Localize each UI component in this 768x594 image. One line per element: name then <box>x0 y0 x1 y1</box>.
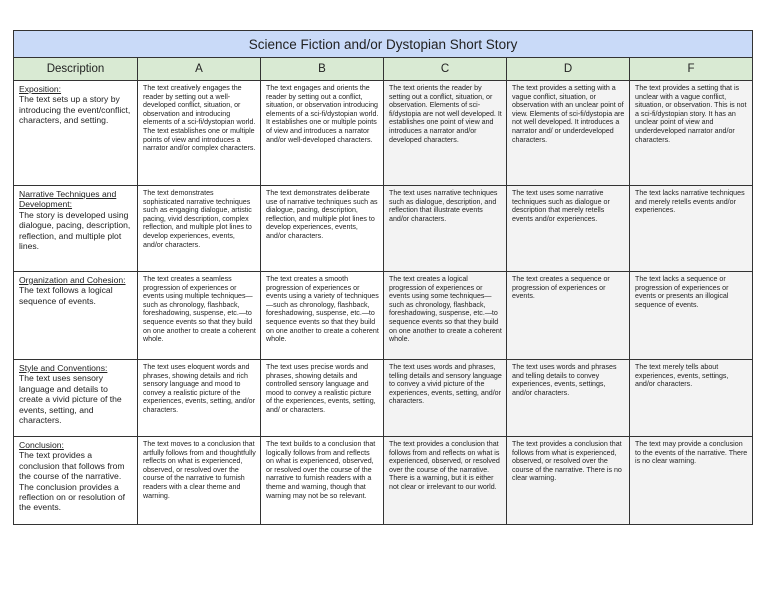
score-cell-f: The text lacks a sequence or progression of experiences or events or presents an illogical sequence of events. <box>630 272 753 360</box>
criterion-description: The text follows a logical sequence of events. <box>19 285 113 306</box>
score-cell-f: The text may provide a conclusion to the events of the narrative. There is no clear warning. <box>630 437 753 525</box>
title-row <box>14 31 753 58</box>
score-cell-d: The text creates a sequence or progression of experiences or events. <box>507 272 630 360</box>
score-cell-d: The text provides a conclusion that follows from what is experienced, observed, or resolved over the course of the narrative. There is no clear warning. <box>507 437 630 525</box>
criterion-description: The text sets up a story by introducing the event/conflict, characters, and setting. <box>19 94 131 126</box>
score-cell-b: The text demonstrates deliberate use of narrative techniques such as dialogue, pacing, description, reflection, and multiple plot lines to develop experiences, events, and/or characters. <box>261 186 384 272</box>
criterion-row <box>14 360 753 437</box>
score-cell-b: The text creates a smooth progression of experiences or events using a variety of techniques—such as chronology, flashback, foreshadowing, suspense, etc.—to sequence events so that they build on one another to create a coherent whole. <box>261 272 384 360</box>
column-header-a: A <box>138 58 261 81</box>
score-cell-c: The text provides a conclusion that follows from and reflects on what is experienced, observed, or resolved over the course of the narrative. There is a warning, but it is either not clear or irrelevant to our world. <box>384 437 507 525</box>
criterion-description: The text provides a conclusion that follows from the course of the narrative. The conclusion provides a reflection on or resolution of the events. <box>19 450 126 513</box>
criterion-description-cell <box>14 437 138 525</box>
score-cell-f: The text merely tells about experiences, events, settings, and/or characters. <box>630 360 753 437</box>
score-cell-c: The text uses narrative techniques such as dialogue, description, and reflection that illustrate events and/or characters. <box>384 186 507 272</box>
criterion-description-cell <box>14 186 138 272</box>
criterion-row <box>14 186 753 272</box>
column-header-f: F <box>630 58 753 81</box>
score-cell-d: The text provides a setting with a vague conflict, situation, or observation with an unclear point of view. Elements of sci-fi/dystopia are not well developed. It introduces a narrator and/ or underdeveloped characters. <box>507 81 630 186</box>
criterion-description-cell <box>14 272 138 360</box>
header-row <box>14 58 753 81</box>
score-cell-a: The text moves to a conclusion that artfully follows from and thoughtfully reflects on what is experienced, observed, or resolved over the course of the narrative to furnish readers with a clear theme and warning. <box>138 437 261 525</box>
score-cell-a: The text demonstrates sophisticated narrative techniques such as engaging dialogue, artistic pacing, vivid description, complex reflection, and multiple plot lines to develop experiences, events, and/or characters. <box>138 186 261 272</box>
score-cell-f: The text lacks narrative techniques and merely retells events and/or experiences. <box>630 186 753 272</box>
score-cell-a: The text uses eloquent words and phrases, showing details and rich sensory language and mood to convey a realistic picture of the experiences, events, setting, and/or characters. <box>138 360 261 437</box>
score-cell-c: The text creates a logical progression of experiences or events using some techniques—such as chronology, flashback, foreshadowing, suspense, etc.—to sequence events so that they build on one another to create a coherent whole. <box>384 272 507 360</box>
score-cell-b: The text builds to a conclusion that logically follows from and reflects on what is experienced, observed, or resolved over the course of the narrative to furnish readers with a theme and warning, though that warning may not be so relevant. <box>261 437 384 525</box>
rubric-table <box>13 30 753 525</box>
score-cell-d: The text uses some narrative techniques such as dialogue or description that merely retells events and/or experiences. <box>507 186 630 272</box>
criterion-row <box>14 81 753 186</box>
score-cell-b: The text uses precise words and phrases, showing details and controlled sensory language and mood to convey a realistic picture of the experiences, events, setting, and/ or characters. <box>261 360 384 437</box>
score-cell-a: The text creates a seamless progression of experiences or events using multiple techniques—such as chronology, flashback, foreshadowing, suspense, etc.—to sequence events so that they build on one another to create a coherent whole. <box>138 272 261 360</box>
score-cell-d: The text uses words and phrases and telling details to convey experiences, events, settings, and/or characters. <box>507 360 630 437</box>
column-header-c: C <box>384 58 507 81</box>
criterion-heading: Narrative Techniques and Development: <box>19 189 117 210</box>
criterion-row <box>14 437 753 525</box>
criterion-heading: Conclusion: <box>19 440 64 450</box>
column-header-b: B <box>261 58 384 81</box>
criterion-description-cell <box>14 360 138 437</box>
column-header-d: D <box>507 58 630 81</box>
criterion-description: The story is developed using dialogue, pacing, description, reflection, and multiple plot lines. <box>19 209 131 252</box>
criterion-heading: Style and Conventions: <box>19 363 108 373</box>
score-cell-a: The text creatively engages the reader by setting out a well-developed conflict, situation, or observation and introducing elements of a sci-fi/dystopian world. The text establishes one or multiple points of view and introduces a narrator and/or complex characters. <box>138 81 261 186</box>
criterion-heading: Exposition: <box>19 84 62 94</box>
criterion-description-cell <box>14 81 138 186</box>
criterion-row <box>14 272 753 360</box>
column-header-description: Description <box>14 58 138 81</box>
score-cell-c: The text orients the reader by setting out a conflict, situation, or observation. Elements of sci-fi/dystopia are not well developed. It establishes one point of view and introduces a narrator and/or developed characters. <box>384 81 507 186</box>
criterion-heading: Organization and Cohesion: <box>19 275 126 285</box>
score-cell-f: The text provides a setting that is unclear with a vague conflict, situation, or observation. This is not a sci-fi/dystopian story. It has an unclear point of view and underdeveloped narrator and/or characters. <box>630 81 753 186</box>
criterion-description: The text uses sensory language and details to create a vivid picture of the events, setting, and characters. <box>19 373 122 426</box>
rubric-title: Science Fiction and/or Dystopian Short Story <box>14 31 753 58</box>
score-cell-c: The text uses words and phrases, telling details and sensory language to convey a vivid picture of the experiences, events, setting, and/or characters. <box>384 360 507 437</box>
score-cell-b: The text engages and orients the reader by setting out a conflict, situation, or observation introducing elements of a sci-fi/dystopian world. It establishes one or multiple points of view and introduces a narrator and/or well-developed characters. <box>261 81 384 186</box>
